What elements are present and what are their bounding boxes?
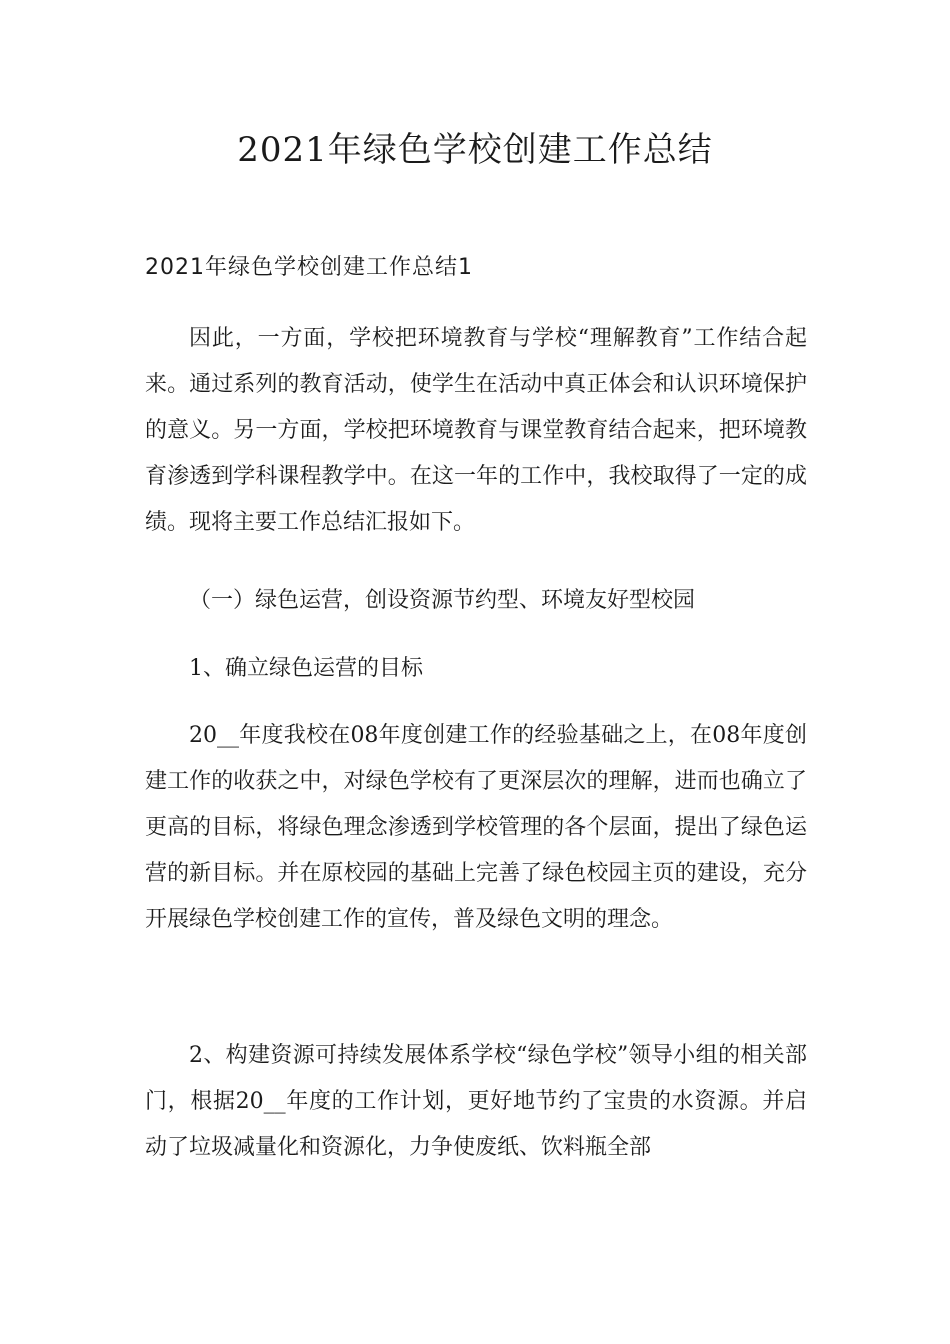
document-title: 2021年绿色学校创建工作总结 [237,130,713,170]
paragraph-item-1-heading: 1、确立绿色运营的目标 [189,656,423,681]
section-heading: 2021年绿色学校创建工作总结1 [145,255,473,280]
paragraph-intro: 因此，一方面，学校把环境教育与学校“理解教育”工作结合起来。通过系列的教育活动，使学生在活动中真正体会和认识环境保护的意义。另一方面，学校把环境教育与课堂教育结合起来，把环境教育渗透到学科课程教学中。在这一年的工作中，我校取得了一定的成绩。现将主要工作总结汇报如下。 [145,326,807,535]
paragraph-subheading-green-operation: （一）绿色运营，创设资源节约型、环境友好型校园 [189,588,696,613]
paragraph-item-2: 2、构建资源可持续发展体系学校“绿色学校”领导小组的相关部门，根据20__年度的工作计划，更好地节约了宝贵的水资源。并启动了垃圾减量化和资源化，力争使废纸、饮料瓶全部 [145,1043,807,1160]
paragraph-item-1-body: 20__年度我校在08年度创建工作的经验基础之上，在08年度创建工作的收获之中，对绿色学校有了更深层次的理解，进而也确立了更高的目标，将绿色理念渗透到学校管理的各个层面，提出了绿色运营的新目标。并在原校园的基础上完善了绿色校园主页的建设，充分开展绿色学校创建工作的宣传，普及绿色文明的理念。 [145,723,807,932]
